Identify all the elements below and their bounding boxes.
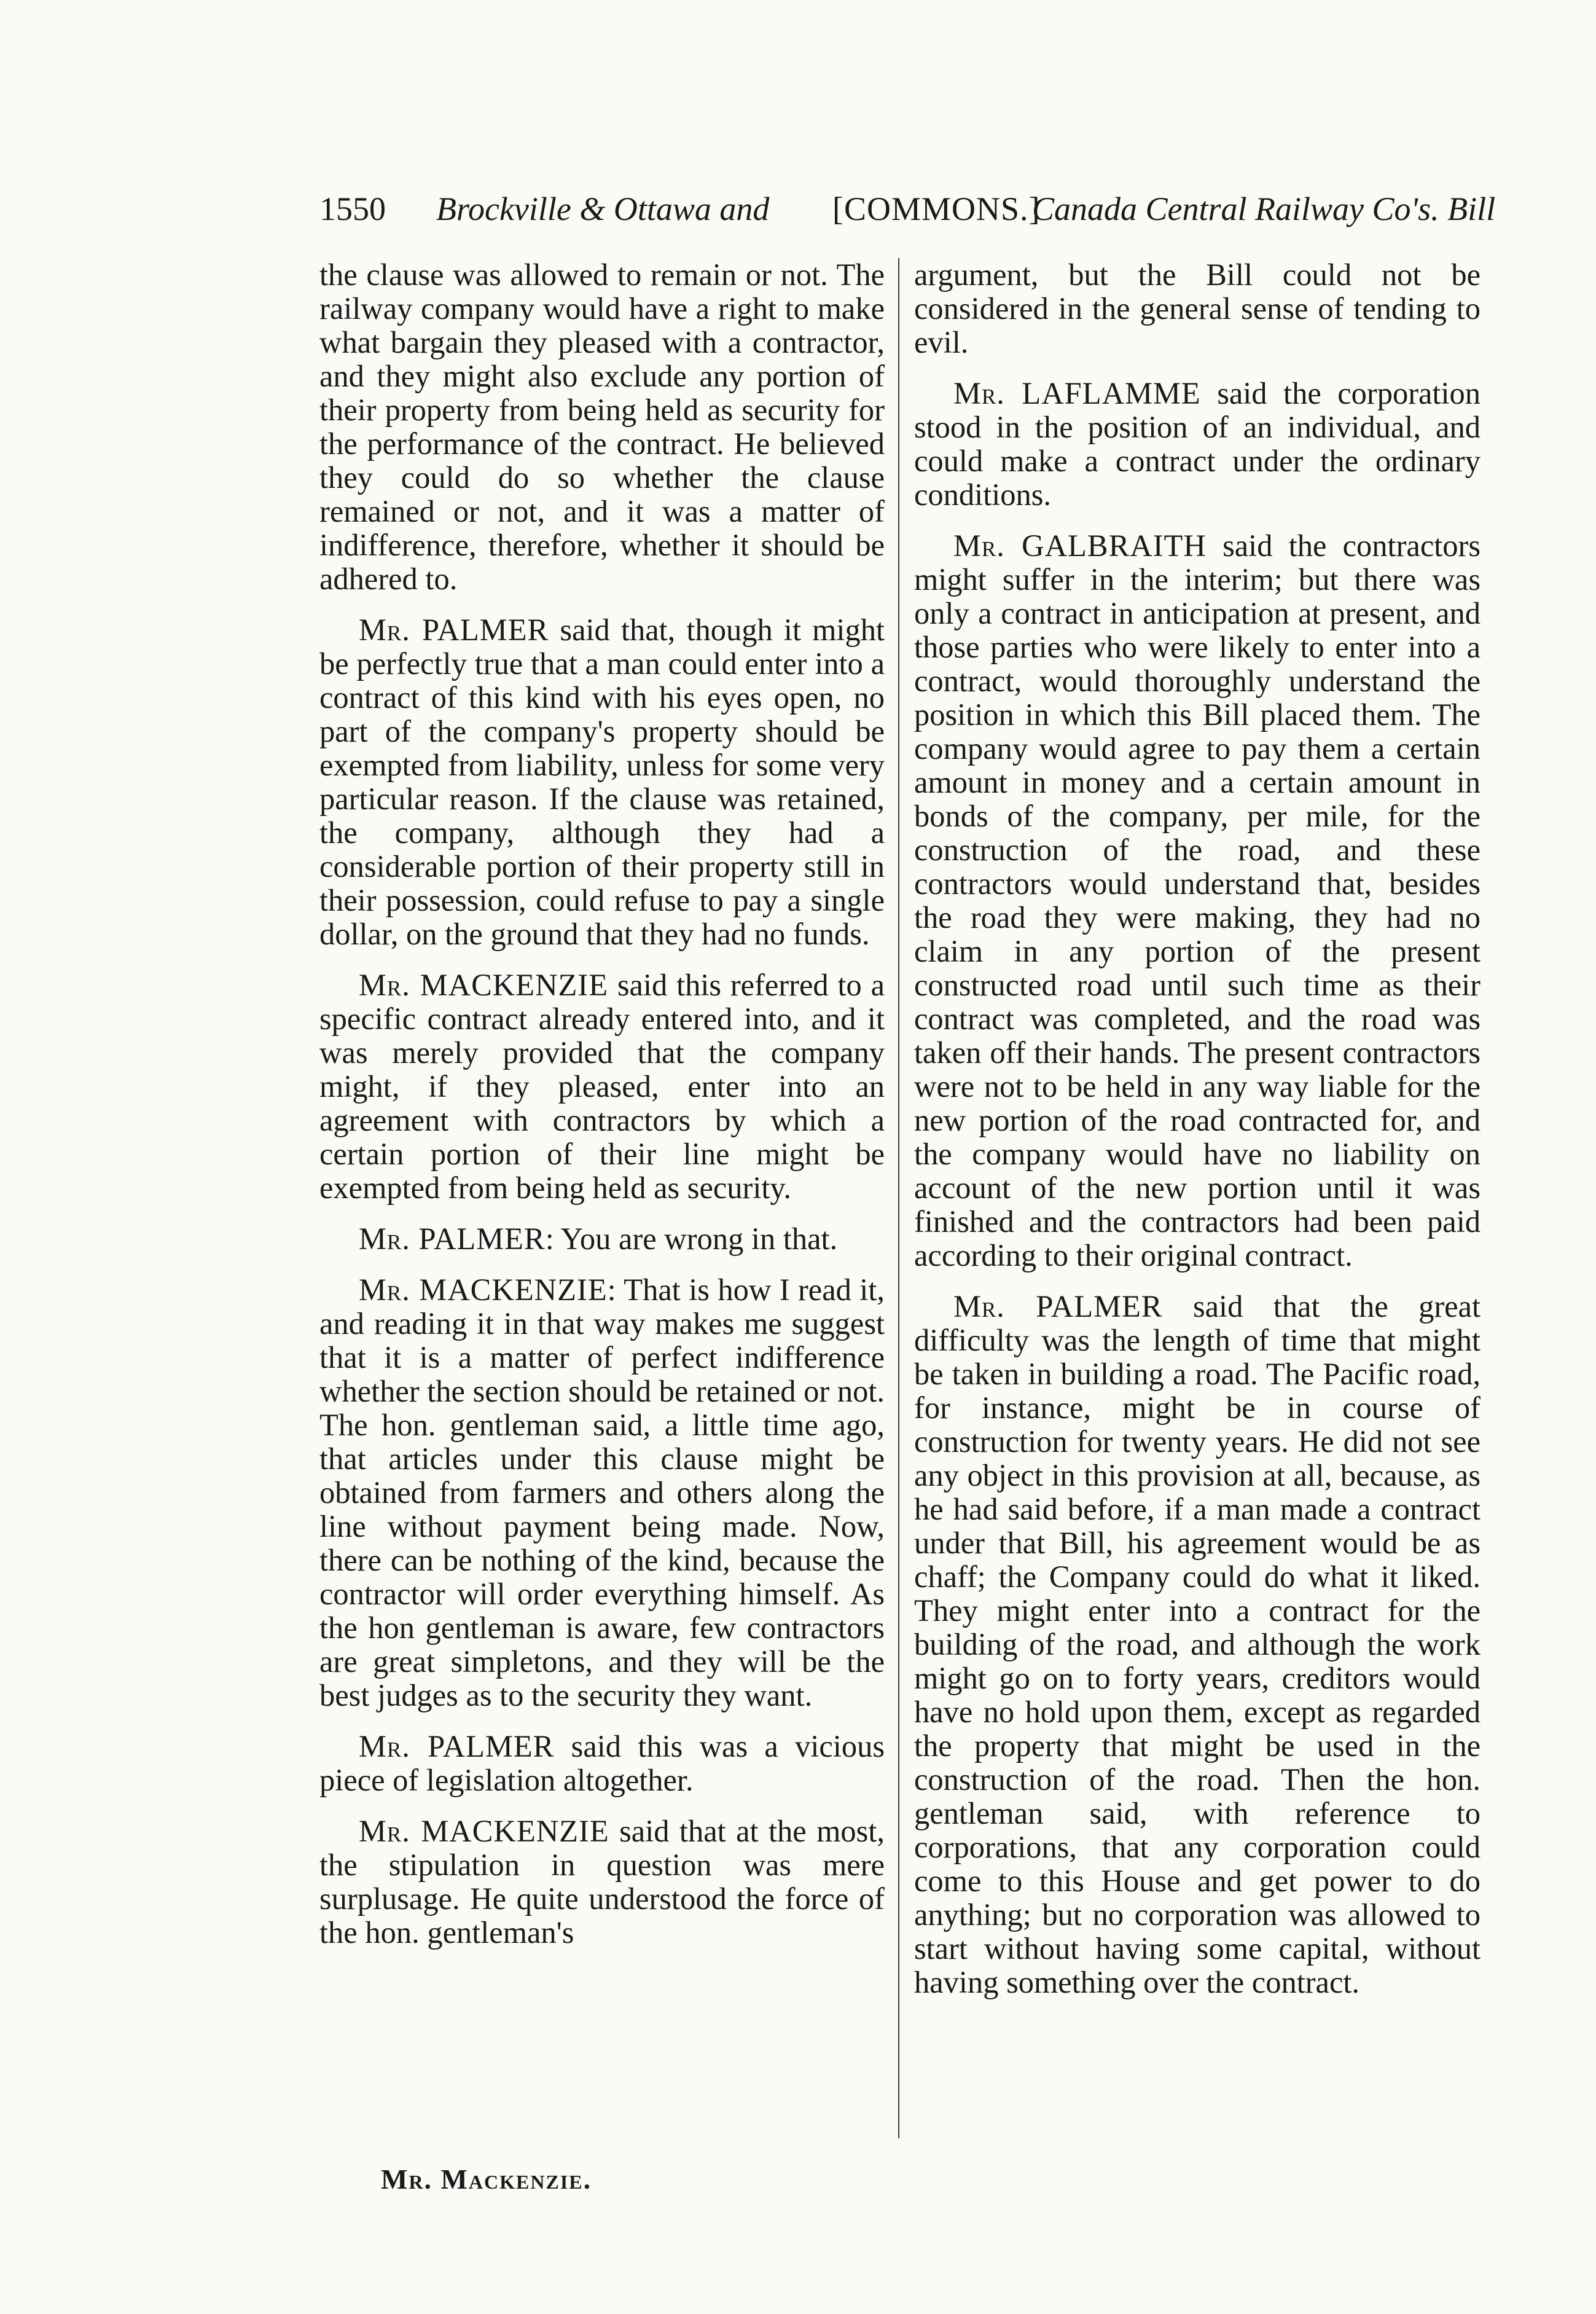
paragraph-text: said that the great difficulty was the length of time that might be taken in building a road. The Pacific road, for instance, might be in course of construction for twenty years. He did not see any object in this provision at all, because, as he had said before, if a man made a contract under that Bill, his agreement would be as chaff; the Company could do what it liked. They might enter into a contract for the building of the road, and although the work might go on to forty years, creditors would have no hold upon them, except as regarded the property that might be used in the construction of the road. Then the hon. gentleman said, with reference to corporations, that any corporation could come to this House and get power to do anything; but no corporation was allowed to start without having some capital, without having something over the contract. — [914, 1289, 1481, 1999]
paragraph-text: the clause was allowed to remain or not. The railway company would have a right to make what bargain they pleased with a contractor, and they might also exclude any portion of their property from being held as security for the performance of the contract. He believed they could do so whether the clause remained or not, and it was a matter of indifference, therefore, whether it should be adhered to. — [319, 257, 885, 596]
paragraph — [914, 377, 1481, 512]
paragraph — [319, 1222, 885, 1256]
header-right-title: Canada Central Railway Co's. Bill — [1032, 190, 1496, 227]
paragraph — [914, 1290, 1481, 1999]
paragraph-text: said that at the most, the stipulation in question was mere surplusage. He quite understood the force of the hon. gentleman's — [319, 1814, 885, 1950]
speaker-name: Mr. GALBRAITH — [953, 528, 1207, 563]
speaker-name: Mr. PALMER — [359, 1222, 546, 1256]
left-column — [319, 258, 885, 1967]
paragraph-text: said this referred to a specific contract already entered into, and it was merely provided that the company might, if they pleased, enter into an agreement with contractors by which a certain portion of their line might be exempted from being held as security. — [319, 968, 885, 1205]
speaker-name: Mr. PALMER — [359, 1729, 555, 1763]
paragraph-text: : You are wrong in that. — [545, 1222, 838, 1256]
paragraph — [914, 529, 1481, 1273]
paragraph — [319, 1814, 885, 1950]
speaker-name: Mr. MACKENZIE — [359, 968, 609, 1002]
paragraph-text: said the corporation stood in the position of an individual, and could make a contract under the ordinary conditions. — [914, 376, 1481, 512]
speaker-name: Mr. MACKENZIE — [359, 1814, 609, 1848]
header-center-title: [COMMONS.] — [832, 190, 1041, 227]
paragraph — [319, 613, 885, 951]
paragraph-text: : That is how I read it, and reading it in that way makes me suggest that it is a matter of perfect indifference whether the section should be retained or not. The hon. gentleman said, a little time ago, that articles under this clause might be obtained from farmers and others along the line without payment being made. Now, there can be nothing of the kind, because the contractor will order everything himself. As the hon gentleman is aware, few contractors are great simpletons, and they will be the best judges as to the security they want. — [319, 1273, 885, 1712]
paragraph — [319, 258, 885, 596]
paragraph-text: said this was a vicious piece of legislation altogether. — [319, 1729, 885, 1797]
paragraph — [319, 1730, 885, 1797]
catchword: Mr. Mackenzie. — [381, 2163, 592, 2195]
running-head — [319, 184, 1496, 233]
speaker-name: Mr. MACKENZIE — [359, 1273, 608, 1307]
paragraph — [914, 258, 1481, 359]
page-number: 1550 — [319, 190, 386, 227]
paragraph-text: said the contractors might suffer in the interim; but there was only a contract in anticipation at present, and those parties who were likely to enter into a contract, would thoroughly understand the position in which this Bill placed them. The company would agree to pay them a certain amount in money and a certain amount in bonds of the company, per mile, for the construction of the road, and these contractors would understand that, besides the road they were making, they had no claim in any portion of the present constructed road until such time as their contract was completed, and the road was taken off their hands. The present contractors were not to be held in any way liable for the new portion of the road contracted for, and the company would have no liability on account of the new portion until it was finished and the contractors had been paid according to their original contract. — [914, 528, 1481, 1273]
speaker-name: Mr. PALMER — [953, 1289, 1163, 1324]
right-column — [914, 258, 1481, 2017]
header-left-title: Brockville & Ottawa and — [436, 190, 770, 227]
paragraph-text: argument, but the Bill could not be considered in the general sense of tending to evil. — [914, 257, 1481, 359]
paragraph — [319, 1273, 885, 1712]
paragraph — [319, 968, 885, 1205]
speaker-name: Mr. LAFLAMME — [953, 376, 1201, 410]
paragraph-text: said that, though it might be perfectly true that a man could enter into a contract of this kind with his eyes open, no part of the company's property should be exempted from liability, unless for some very particular reason. If the clause was retained, the company, although they had a considerable portion of their property still in their possession, could refuse to pay a single dollar, on the ground that they had no funds. — [319, 613, 885, 951]
speaker-name: Mr. PALMER — [359, 613, 549, 647]
column-divider — [898, 258, 899, 2138]
